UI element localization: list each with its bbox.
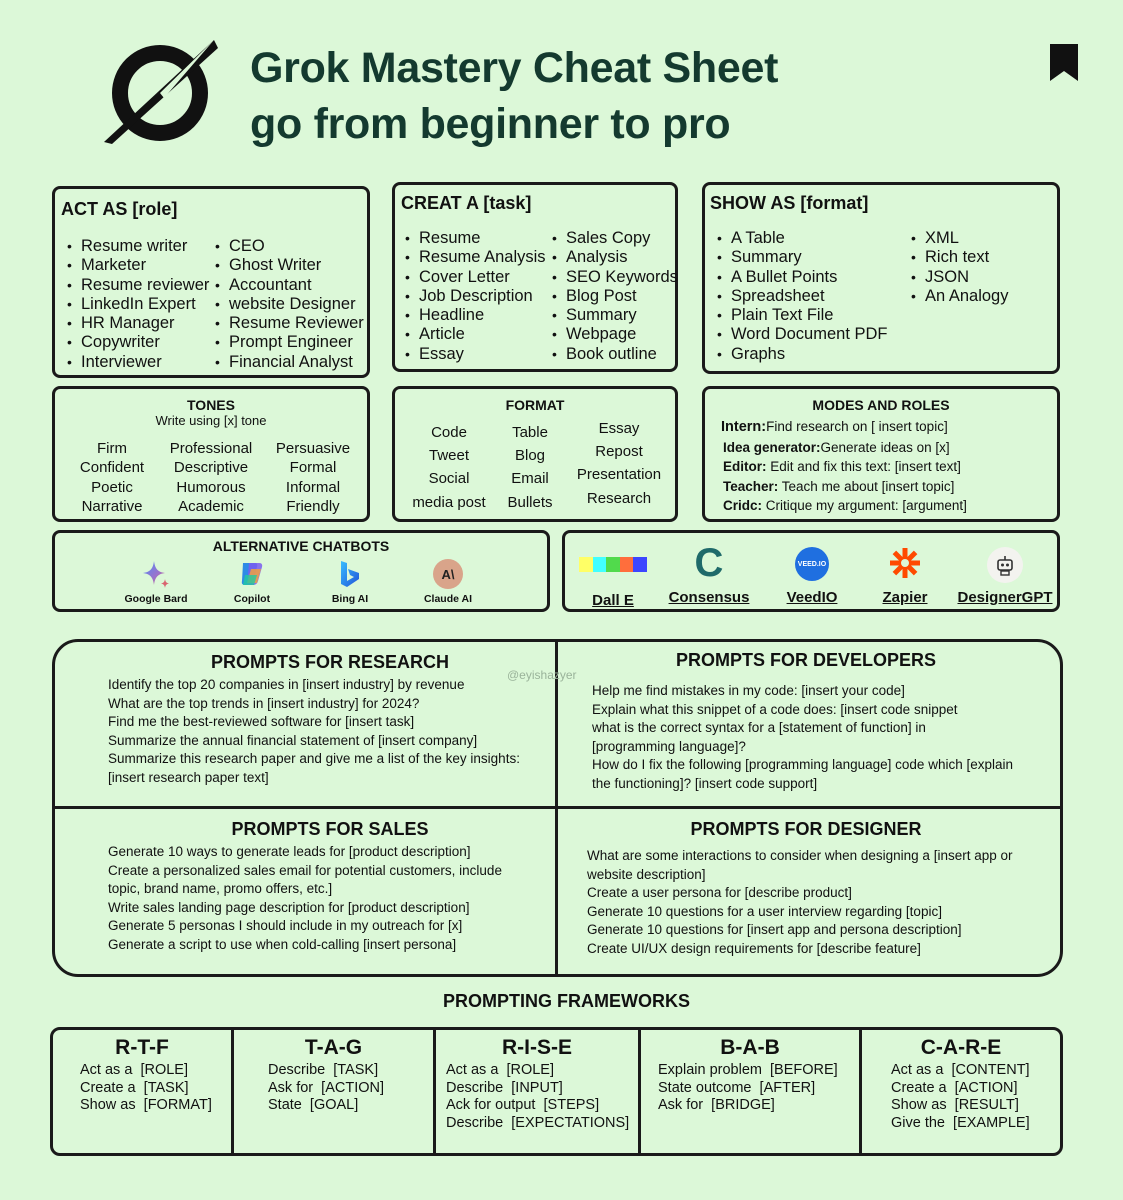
framework-line: Act as a [ROLE] [80,1062,188,1078]
role-item: • HR Manager [67,314,209,333]
tones-col-1 [65,439,159,516]
tone-item: Persuasive [275,440,351,457]
framework-line: Show as [RESULT] [891,1097,1019,1113]
chatbot-bing-ai[interactable] [305,559,395,609]
framework-line: Act as a [CONTENT] [891,1062,1030,1078]
modes-list [721,417,967,516]
format-item: • Plain Text File [717,306,888,325]
role-item: • Interviewer [67,353,209,372]
chatbot-label: Claude AI [423,593,473,605]
act-as-title: ACT AS [role] [61,199,178,219]
show-as-title: SHOW AS [format] [710,193,869,213]
alt-chatbots-title: ALTERNATIVE CHATBOTS [212,538,390,554]
task-item: • Sales Copy [552,229,678,248]
tone-item: Confident [79,459,145,477]
task-item: • Headline [405,306,546,325]
prompt-line: Find me the best-reviewed software for [insert task] [108,714,415,730]
act-as-list-1 [67,237,209,372]
format-item: • Spreadsheet [717,287,888,306]
prompts-sales [55,809,555,974]
task-item: • Book outline [552,345,678,364]
chatbot-label: Google Bard [124,593,188,605]
task-item: • Job Description [405,287,546,306]
framework-line: Show as [FORMAT] [80,1097,212,1113]
tool-veedio[interactable] [777,547,847,609]
format-option: Bullets [507,493,553,511]
framework-line: Create a [TASK] [80,1079,189,1096]
prompt-line: Create a user persona for [describe product] [587,885,852,901]
grok-logo-icon [100,38,220,146]
role-item: • Prompt Engineer [215,333,364,352]
mode-label: Cridc: [723,498,763,513]
developers-prompts [592,682,1013,794]
prompt-line: Generate 10 ways to generate leads for [product description] [108,844,471,859]
format-option: Social [428,470,470,488]
format-item: • JSON [911,268,1008,287]
show-as-box [702,182,1060,374]
format-item: • Rich text [911,248,1008,267]
format-title: FORMAT [505,397,565,413]
prompts-panel [52,639,1063,977]
create-list-2 [552,229,678,364]
consensus-icon [665,543,753,583]
bing-icon [337,559,363,589]
tones-title: TONES [187,397,235,413]
framework-rise [436,1030,641,1153]
prompt-line: Generate 10 questions for a user interview regarding [topic] [587,903,942,919]
format-item: • A Table [717,229,888,248]
act-as-list-2 [215,237,364,372]
prompt-line: Create a personalized sales email for potential customers, include [108,862,502,878]
framework-line: Ask for [BRIDGE] [658,1097,775,1113]
framework-line: Describe [INPUT] [446,1079,563,1096]
tone-item: Informal [285,478,341,496]
show-as-list-1 [717,229,888,364]
task-item: • Summary [552,306,678,325]
mode-label: Idea generator: [723,439,821,455]
frameworks-panel [50,1027,1063,1156]
chatbot-label: Copilot [233,593,271,605]
framework-lines [891,1062,1060,1132]
designer-title: PROMPTS FOR DESIGNER [690,819,922,839]
task-item: • Webpage [552,325,678,344]
framework-name: B-A-B [720,1036,780,1059]
research-title: PROMPTS FOR RESEARCH [210,652,450,672]
prompt-line: Write sales landing page description for [product description] [108,899,470,915]
role-item: • website Designer [215,295,364,314]
tone-item: Academic [178,497,244,515]
tool-label: DesignerGPT [957,589,1053,606]
developers-title: PROMPTS FOR DEVELOPERS [675,650,937,670]
format-option: Table [512,424,548,441]
show-as-list-2 [911,229,1008,306]
mode-item [721,417,967,438]
mode-item [721,438,967,458]
prompt-line: Identify the top 20 companies in [insert industry] by revenue [108,677,465,692]
format-box [392,386,678,522]
format-option: Email [511,470,549,488]
framework-line: Act as a [ROLE] [446,1062,554,1078]
title-line-1: Grok Mastery Cheat Sheet [250,44,779,92]
robot-icon [987,547,1023,583]
framework-line: State outcome [AFTER] [658,1079,816,1096]
research-prompts [108,676,520,788]
tone-item: Humorous [176,478,246,496]
tool-zapier[interactable] [870,547,940,609]
tool-label: Zapier [882,589,928,606]
create-list-1 [405,229,546,364]
task-item: • Blog Post [552,287,678,306]
watermark: @eyishazyer [507,668,577,682]
framework-name: R-T-F [115,1036,169,1059]
chatbot-copilot[interactable] [207,559,297,609]
tone-item: Friendly [286,497,340,515]
framework-line: Describe [TASK] [268,1062,379,1078]
prompt-line: topic, brand name, promo offers, etc.] [108,881,333,897]
tones-subtitle: Write using [x] tone [155,413,267,428]
tone-item: Poetic [91,478,133,496]
mode-text: Critique my argument: [argument] [762,498,967,513]
prompt-line: Generate 5 personas I should include in my outreach for [x] [108,918,463,934]
framework-name: T-A-G [304,1036,363,1059]
veedio-glyph: VEED.IO [797,560,827,568]
prompt-line: Create UI/UX design requirements for [describe feature] [587,940,921,956]
format-option: Essay [598,420,640,437]
tones-box [52,386,370,522]
format-item: • An Analogy [911,287,1008,306]
tone-item: Firm [97,440,127,457]
consensus-glyph: C [694,541,724,585]
prompt-line: Explain what this snippet of a code does: [insert code snippet [592,701,958,717]
prompt-line: Generate a script to use when cold-calling [insert persona] [108,936,457,952]
format-item: • XML [911,229,1008,248]
format-col-2 [495,421,565,514]
prompt-line: [insert research paper text] [108,769,269,785]
tone-item: Professional [169,440,253,457]
tone-item: Formal [289,459,337,477]
claude-glyph: A\ [441,566,455,582]
mode-label: Intern: [721,419,767,435]
prompt-line: Summarize the annual financial statement of [insert company] [108,732,478,748]
veedio-icon [795,547,829,581]
format-option: Presentation [576,466,662,484]
prompts-designer [558,809,1060,974]
act-as-box [52,186,370,378]
format-option: Repost [595,443,643,461]
framework-name: C-A-R-E [920,1036,1002,1059]
page-title [250,40,778,152]
task-item: • Essay [405,345,546,364]
tool-label: VeedIO [786,589,838,606]
create-box [392,182,678,372]
tool-designergpt[interactable] [955,547,1055,609]
framework-tag [234,1030,436,1153]
role-item: • Resume reviewer [67,276,209,295]
framework-line: Give the [EXAMPLE] [891,1114,1030,1131]
task-item: • Analysis [552,248,678,267]
task-item: • Resume [405,229,546,248]
prompt-line: What are the top trends in [insert industry] for 2024? [108,695,420,711]
claude-icon [433,559,463,589]
tones-col-2 [159,439,263,516]
format-option: Tweet [428,447,470,465]
mode-text: Find research on [ insert topic] [766,419,948,434]
tool-consensus[interactable] [665,543,753,609]
title-line-2: go from beginner to pro [250,100,731,148]
chatbot-google-bard[interactable] [111,559,201,609]
copilot-icon [237,559,267,589]
format-option: media post [412,493,486,511]
modes-box [702,386,1060,522]
prompt-line: what is the correct syntax for a [statement of function] in [592,720,926,736]
format-item: • A Bullet Points [717,268,888,287]
format-col-3 [565,417,673,510]
task-item: • Resume Analysis [405,248,546,267]
tone-item: Descriptive [173,459,249,477]
tool-dall-e[interactable] [579,551,649,611]
mode-text: Teach me about [insert topic] [778,478,955,494]
task-item: • Article [405,325,546,344]
bookmark-icon[interactable] [1050,44,1078,81]
framework-rtf [53,1030,234,1153]
sales-title: PROMPTS FOR SALES [231,819,429,839]
mode-item [721,496,967,516]
mode-text: Edit and fix this text: [insert text] [766,459,961,474]
tools-box [562,530,1060,612]
mode-label: Teacher: [723,478,779,494]
mode-label: Editor: [723,459,767,474]
prompts-developers [558,642,1060,806]
prompt-line: [programming language]? [592,738,746,754]
framework-care [862,1030,1060,1153]
tool-label: Consensus [668,589,750,606]
role-item: • Financial Analyst [215,353,364,372]
prompt-line: Summarize this research paper and give me a list of the key insights: [108,751,520,767]
prompt-line: the functioning]? [insert code support] [592,775,818,791]
format-col-1 [403,421,495,514]
framework-bab [641,1030,862,1153]
framework-lines [446,1062,638,1132]
format-item: • Graphs [717,345,888,364]
prompt-line: Generate 10 questions for [insert app and persona description] [587,922,962,938]
format-option: Blog [514,447,546,465]
format-item: • Word Document PDF [717,325,888,344]
role-item: • Ghost Writer [215,256,364,275]
chatbot-claude-ai[interactable] [403,559,493,609]
role-item: • Marketer [67,256,209,275]
designer-prompts [587,847,1012,959]
prompt-line: website description] [587,866,706,882]
mode-item [721,477,967,497]
framework-line: State [GOAL] [268,1097,359,1113]
mode-item [721,457,967,477]
prompt-line: What are some interactions to consider when designing a [insert app or [587,848,1013,863]
sales-prompts [108,843,502,955]
framework-lines [80,1062,231,1115]
chatbot-label: Bing AI [331,593,369,605]
role-item: • Accountant [215,276,364,295]
framework-line: Describe [EXPECTATIONS] [446,1114,630,1131]
task-item: • Cover Letter [405,268,546,287]
role-item: • CEO [215,237,364,256]
create-title: CREAT A [task] [401,193,532,213]
framework-line: Create a [ACTION] [891,1079,1018,1096]
modes-title: MODES AND ROLES [812,397,950,413]
role-item: • LinkedIn Expert [67,295,209,314]
task-item: • SEO Keywords [552,268,678,287]
prompts-research [55,642,555,806]
role-item: • Resume writer [67,237,209,256]
frameworks-title: PROMPTING FRAMEWORKS [443,991,690,1011]
role-item: • Copywriter [67,333,209,352]
format-option: Research [586,489,652,507]
sparkle-icon [141,559,171,589]
tool-label: Dall E [592,592,634,609]
format-option: Code [431,424,467,441]
mode-text: Generate ideas on [x] [820,439,950,455]
framework-line: Ask for [ACTION] [268,1079,385,1096]
alt-chatbots-box [52,530,550,612]
prompt-line: Help me find mistakes in my code: [insert your code] [592,683,905,698]
format-item: • Summary [717,248,888,267]
framework-name: R-I-S-E [502,1036,572,1059]
color-bar-icon [579,557,647,572]
role-item: • Resume Reviewer [215,314,364,333]
tones-col-3 [263,439,363,516]
framework-line: Explain problem [BEFORE] [658,1062,838,1078]
framework-line: Ack for output [STEPS] [446,1097,600,1113]
framework-lines [658,1062,859,1115]
framework-lines [268,1062,433,1115]
prompt-line: How do I fix the following [programming language] code which [explain [592,757,1013,773]
zapier-asterisk-icon [889,547,921,579]
tone-item: Narrative [81,497,143,515]
